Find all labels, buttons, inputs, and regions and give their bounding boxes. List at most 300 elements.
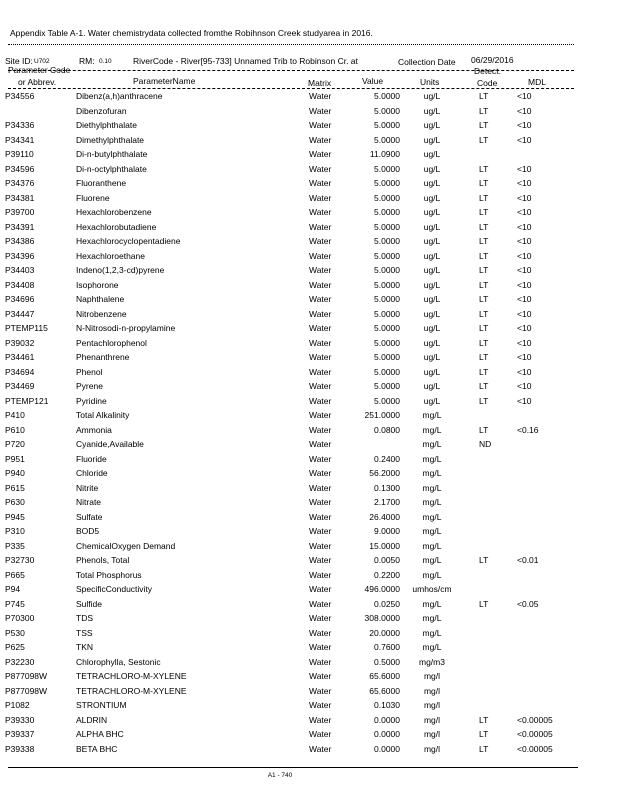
cell-matrix: Water (309, 656, 332, 667)
cell-units: ug/L (423, 178, 441, 188)
cell-matrix: Water (309, 221, 332, 232)
cell-mdl: <0.01 (517, 555, 539, 565)
cell-parameter-code: P940 (5, 468, 25, 478)
cell-matrix: Water (309, 555, 332, 565)
cell-units: mg/L (422, 511, 442, 522)
table-row (0, 118, 618, 133)
cell-value: 0.5000 (374, 656, 400, 667)
cell-detect-code: LT (479, 250, 489, 261)
cell-matrix: Water (309, 265, 332, 275)
cell-units: ug/L (423, 381, 441, 391)
cell-matrix: Water (309, 743, 332, 754)
cell-units: mg/l (423, 700, 441, 710)
cell-detect-code: LT (479, 178, 489, 188)
cell-units: mg/l (423, 743, 441, 754)
cell-value: 5.0000 (374, 120, 400, 130)
cell-detect-code: LT (479, 366, 489, 377)
cell-parameter-name: Pyrene (76, 381, 103, 391)
cell-units: ug/L (423, 163, 441, 174)
cell-parameter-name: Nitrite (76, 482, 99, 493)
cell-matrix: Water (309, 395, 332, 406)
table-row (0, 365, 618, 380)
table-row (0, 669, 618, 684)
table-row (0, 249, 618, 264)
cell-detect-code: LT (479, 105, 489, 116)
cell-matrix: Water (309, 613, 332, 623)
cell-parameter-code: P34341 (5, 134, 35, 145)
cell-units: umhos/cm (412, 584, 452, 594)
col-header-matrix: Matrix (308, 78, 332, 88)
cell-units: ug/L (423, 120, 441, 130)
cell-value: 0.0000 (374, 743, 400, 754)
cell-mdl: <10 (517, 192, 532, 203)
cell-value: 5.0000 (374, 323, 400, 333)
cell-detect-code: LT (479, 743, 489, 754)
cell-parameter-code: PTEMP115 (5, 323, 48, 333)
cell-parameter-name: Chlorophylla, Sestonic (76, 656, 161, 667)
cell-detect-code: LT (479, 381, 489, 391)
cell-value: 0.7600 (374, 642, 400, 652)
cell-matrix: Water (309, 700, 332, 710)
river-code: RiverCode - River[95-733] Unnamed Trib to Robinson Cr. at (133, 56, 358, 66)
title-divider (8, 44, 574, 45)
cell-matrix: Water (309, 163, 332, 174)
cell-value: 0.0250 (374, 598, 400, 609)
cell-parameter-name: Fluorene (76, 192, 110, 203)
cell-parameter-name: Cyanide,Available (76, 439, 144, 449)
cell-units: mg/L (422, 526, 442, 536)
cell-matrix: Water (309, 207, 332, 217)
cell-detect-code: LT (479, 714, 489, 725)
cell-mdl: <10 (517, 265, 532, 275)
table-row (0, 481, 618, 496)
cell-units: ug/L (423, 207, 441, 217)
cell-units: ug/L (423, 221, 441, 232)
cell-units: ug/L (423, 366, 441, 377)
cell-units: ug/L (423, 134, 441, 145)
document-title: Appendix Table A-1. Water chemistrydata collected fromthe Robihnson Creek studyarea in 2016. (10, 28, 373, 38)
cell-matrix: Water (309, 642, 332, 652)
cell-parameter-code: P94 (5, 584, 21, 594)
table-row (0, 611, 618, 626)
cell-value: 0.1030 (374, 700, 400, 710)
cell-parameter-name: Fluoride (76, 453, 107, 464)
table-row (0, 597, 618, 612)
cell-parameter-code: P34556 (5, 91, 35, 101)
table-row (0, 510, 618, 525)
cell-parameter-name: Hexachlorocyclopentadiene (76, 236, 181, 246)
cell-value: 5.0000 (374, 221, 400, 232)
col-header-detect-line1: Detect. (474, 66, 501, 76)
cell-parameter-code: P34694 (5, 366, 35, 377)
cell-parameter-name: Chloride (76, 468, 108, 478)
table-row (0, 89, 618, 104)
cell-value: 5.0000 (374, 308, 400, 319)
cell-parameter-name: Di-n-octylphthalate (76, 163, 147, 174)
cell-detect-code: LT (479, 192, 489, 203)
cell-detect-code: LT (479, 265, 489, 275)
cell-units: ug/L (423, 250, 441, 261)
cell-parameter-name: Dimethylphthalate (76, 134, 145, 145)
cell-parameter-code: PTEMP121 (5, 395, 49, 406)
data-table (0, 89, 618, 756)
cell-value: 65.6000 (369, 685, 400, 696)
cell-parameter-name: Total Phosphorus (76, 569, 142, 580)
cell-units: mg/L (422, 555, 442, 565)
table-row (0, 495, 618, 510)
cell-value: 11.0900 (369, 149, 400, 159)
cell-mdl: <10 (517, 134, 532, 145)
cell-units: mg/L (422, 453, 442, 464)
cell-detect-code: LT (479, 236, 489, 246)
cell-parameter-code: P34386 (5, 236, 35, 246)
cell-mdl: <10 (517, 207, 532, 217)
cell-parameter-code: P34596 (5, 163, 35, 174)
cell-parameter-name: Indeno(1,2,3-cd)pyrene (76, 265, 165, 275)
cell-matrix: Water (309, 569, 332, 580)
cell-units: ug/L (423, 105, 441, 116)
cell-matrix: Water (309, 410, 332, 420)
cell-value: 5.0000 (374, 279, 400, 290)
cell-value: 0.2400 (374, 453, 400, 464)
table-row (0, 640, 618, 655)
cell-detect-code: LT (479, 323, 489, 333)
cell-units: ug/L (423, 308, 441, 319)
cell-value: 0.1300 (374, 482, 400, 493)
cell-parameter-name: Total Alkalinity (76, 410, 130, 420)
cell-value: 5.0000 (374, 236, 400, 246)
cell-parameter-code: P630 (5, 497, 25, 507)
cell-parameter-code: P39337 (5, 729, 35, 739)
cell-parameter-name: Phenanthrene (76, 352, 130, 362)
page-number: A1 - 740 (267, 772, 293, 779)
table-row (0, 582, 618, 597)
table-row (0, 220, 618, 235)
cell-parameter-code: P530 (5, 627, 25, 638)
cell-units: ug/L (423, 236, 441, 246)
table-row (0, 147, 618, 162)
cell-matrix: Water (309, 627, 332, 638)
col-header-mdl: MDL (528, 77, 546, 87)
cell-parameter-code: P625 (5, 642, 25, 652)
cell-mdl: <10 (517, 323, 532, 333)
cell-parameter-name: TETRACHLORO-M-XYLENE (76, 685, 187, 696)
cell-mdl: <0.16 (517, 424, 539, 435)
cell-mdl: <0.05 (517, 598, 539, 609)
table-row (0, 408, 618, 423)
table-row (0, 437, 618, 452)
cell-mdl: <10 (517, 120, 532, 130)
cell-parameter-name: TDS (76, 613, 93, 623)
cell-mdl: <10 (517, 105, 532, 116)
cell-parameter-code: P34469 (5, 381, 35, 391)
cell-units: mg/L (422, 439, 442, 449)
cell-matrix: Water (309, 149, 332, 159)
cell-units: mg/L (422, 642, 442, 652)
table-row (0, 133, 618, 148)
cell-mdl: <10 (517, 236, 532, 246)
cell-value: 5.0000 (374, 192, 400, 203)
cell-parameter-code: P34403 (5, 265, 35, 275)
cell-value: 5.0000 (374, 265, 400, 275)
cell-parameter-name: Di-n-butylphthalate (76, 149, 148, 159)
cell-matrix: Water (309, 323, 332, 333)
cell-parameter-code: P39338 (5, 743, 35, 754)
cell-parameter-name: Pyridine (76, 395, 107, 406)
cell-units: mg/l (423, 671, 441, 681)
cell-mdl: <10 (517, 352, 532, 362)
cell-value: 0.0000 (374, 729, 400, 739)
cell-units: mg/l (423, 685, 441, 696)
cell-matrix: Water (309, 366, 332, 377)
cell-parameter-code: P34461 (5, 352, 35, 362)
cell-mdl: <10 (517, 337, 532, 348)
cell-parameter-code: P335 (5, 540, 25, 551)
cell-matrix: Water (309, 105, 332, 116)
cell-matrix: Water (309, 511, 332, 522)
cell-detect-code: LT (479, 294, 489, 304)
cell-detect-code: LT (479, 163, 489, 174)
cell-value: 0.0050 (374, 555, 400, 565)
cell-value: 15.0000 (369, 540, 400, 551)
cell-value: 5.0000 (374, 91, 400, 101)
cell-detect-code: LT (479, 134, 489, 145)
cell-parameter-code: P877098W (5, 685, 48, 696)
table-row (0, 568, 618, 583)
table-row (0, 698, 618, 713)
cell-units: mg/m3 (419, 656, 445, 667)
cell-parameter-code: P877098W (5, 671, 48, 681)
cell-parameter-name: TETRACHLORO-M-XYLENE (76, 671, 187, 681)
cell-value: 5.0000 (374, 294, 400, 304)
cell-detect-code: LT (479, 120, 489, 130)
table-row (0, 321, 618, 336)
cell-matrix: Water (309, 192, 332, 203)
cell-parameter-code: P39330 (5, 714, 35, 725)
cell-parameter-name: Hexachloroethane (76, 250, 145, 261)
cell-mdl: <10 (517, 178, 532, 188)
cell-units: ug/L (423, 279, 441, 290)
cell-value: 251.0000 (364, 410, 400, 420)
cell-detect-code: ND (479, 439, 492, 449)
cell-matrix: Water (309, 120, 332, 130)
cell-parameter-name: Nitrate (76, 497, 102, 507)
cell-parameter-code: P610 (5, 424, 25, 435)
cell-parameter-code: P39110 (5, 149, 34, 159)
cell-parameter-name: Sulfate (76, 511, 103, 522)
cell-detect-code: LT (479, 729, 489, 739)
cell-parameter-name: Diethylphthalate (76, 120, 137, 130)
cell-matrix: Water (309, 178, 332, 188)
cell-units: mg/L (422, 569, 442, 580)
cell-value: 9.0000 (374, 526, 400, 536)
table-row (0, 655, 618, 670)
cell-matrix: Water (309, 279, 332, 290)
cell-value: 5.0000 (374, 381, 400, 391)
cell-parameter-name: TSS (76, 627, 93, 638)
cell-matrix: Water (309, 714, 332, 725)
cell-parameter-name: Phenols, Total (76, 555, 130, 565)
cell-parameter-code: P34381 (5, 192, 35, 203)
cell-parameter-code: P34376 (5, 178, 35, 188)
cell-parameter-name: Phenol (76, 366, 103, 377)
cell-parameter-name: Hexachlorobenzene (76, 207, 152, 217)
table-row (0, 553, 618, 568)
cell-units: ug/L (423, 91, 441, 101)
table-row (0, 191, 618, 206)
cell-units: ug/L (423, 294, 441, 304)
cell-matrix: Water (309, 671, 332, 681)
cell-matrix: Water (309, 381, 332, 391)
cell-parameter-code: P32730 (5, 555, 35, 565)
cell-parameter-code: P39032 (5, 337, 35, 348)
collection-date-value: 06/29/2016 (471, 55, 514, 65)
cell-matrix: Water (309, 453, 332, 464)
cell-value: 5.0000 (374, 105, 400, 116)
cell-value: 5.0000 (374, 134, 400, 145)
cell-units: mg/L (422, 482, 442, 493)
cell-parameter-code: P1082 (5, 700, 30, 710)
table-row (0, 336, 618, 351)
cell-parameter-code: P34336 (5, 120, 35, 130)
cell-mdl: <10 (517, 221, 532, 232)
cell-value: 5.0000 (374, 207, 400, 217)
table-row (0, 742, 618, 757)
cell-value: 308.0000 (364, 613, 400, 623)
cell-parameter-name: N-Nitrosodi-n-propylamine (76, 323, 176, 333)
cell-parameter-code: P720 (5, 439, 25, 449)
cell-detect-code: LT (479, 207, 489, 217)
cell-matrix: Water (309, 294, 332, 304)
cell-detect-code: LT (479, 598, 489, 609)
cell-matrix: Water (309, 584, 332, 594)
cell-value: 5.0000 (374, 337, 400, 348)
cell-parameter-name: Dibenz(a,h)anthracene (76, 91, 163, 101)
rm-label: RM: (79, 56, 95, 66)
cell-parameter-code: P310 (5, 526, 25, 536)
cell-matrix: Water (309, 337, 332, 348)
cell-parameter-name: ALDRIN (76, 714, 108, 725)
cell-units: ug/L (423, 323, 441, 333)
table-row (0, 263, 618, 278)
cell-units: ug/L (423, 192, 441, 203)
site-id-label: Site ID: (5, 56, 33, 66)
cell-units: mg/L (422, 424, 442, 435)
cell-detect-code: LT (479, 91, 489, 101)
table-row (0, 104, 618, 119)
cell-parameter-name: Pentachlorophenol (76, 337, 147, 348)
cell-matrix: Water (309, 685, 332, 696)
cell-value: 0.0800 (374, 424, 400, 435)
cell-parameter-name: Dibenzofuran (76, 105, 127, 116)
cell-parameter-code: P34408 (5, 279, 35, 290)
table-row (0, 452, 618, 467)
cell-matrix: Water (309, 729, 332, 739)
cell-value: 26.4000 (369, 511, 400, 522)
cell-mdl: <10 (517, 250, 532, 261)
cell-parameter-name: Fluoranthene (76, 178, 127, 188)
table-row (0, 539, 618, 554)
rm-value: 0.10 (99, 58, 112, 65)
cell-value: 20.0000 (369, 627, 400, 638)
cell-matrix: Water (309, 250, 332, 261)
cell-value: 0.2200 (374, 569, 400, 580)
cell-units: mg/L (422, 613, 442, 623)
cell-units: mg/l (423, 729, 441, 739)
cell-parameter-code: P951 (5, 453, 25, 464)
cell-parameter-code: P945 (5, 511, 25, 522)
cell-mdl: <0.00005 (517, 729, 553, 739)
cell-parameter-name: TKN (76, 642, 93, 652)
cell-parameter-name: Isophorone (76, 279, 119, 290)
cell-detect-code: LT (479, 424, 489, 435)
cell-units: ug/L (423, 265, 441, 275)
table-row (0, 379, 618, 394)
cell-parameter-code: P615 (5, 482, 25, 493)
footer-divider (8, 767, 578, 768)
cell-mdl: <10 (517, 308, 532, 319)
table-row (0, 234, 618, 249)
cell-value: 5.0000 (374, 366, 400, 377)
site-id-value: U702 (34, 58, 50, 65)
collection-date-label: Collection Date (398, 57, 456, 67)
cell-units: mg/l (423, 714, 441, 725)
cell-units: ug/L (423, 395, 441, 406)
table-row (0, 278, 618, 293)
col-header-code-line2: or Abbrev. (18, 77, 57, 87)
cell-mdl: <10 (517, 381, 532, 391)
table-row (0, 307, 618, 322)
table-row (0, 684, 618, 699)
cell-value: 5.0000 (374, 352, 400, 362)
cell-parameter-code: P410 (5, 410, 25, 420)
table-row (0, 626, 618, 641)
cell-mdl: <10 (517, 163, 532, 174)
cell-detect-code: LT (479, 221, 489, 232)
cell-mdl: <10 (517, 91, 532, 101)
cell-value: 0.0000 (374, 714, 400, 725)
cell-parameter-name: Nitrobenzene (76, 308, 127, 319)
cell-parameter-name: STRONTIUM (76, 700, 127, 710)
cell-parameter-code: P745 (5, 598, 25, 609)
cell-mdl: <10 (517, 366, 532, 377)
cell-units: mg/L (422, 410, 442, 420)
cell-detect-code: LT (479, 555, 489, 565)
cell-parameter-code: P32230 (5, 656, 35, 667)
cell-units: ug/L (423, 149, 441, 159)
cell-parameter-name: ChemicalOxygen Demand (76, 540, 176, 551)
cell-matrix: Water (309, 424, 332, 435)
cell-value: 2.1700 (374, 497, 400, 507)
cell-parameter-code: P34391 (5, 221, 35, 232)
cell-value: 56.2000 (369, 468, 400, 478)
cell-parameter-code: P70300 (5, 613, 35, 623)
cell-value: 65.6000 (369, 671, 400, 681)
cell-parameter-name: SpecificConductivity (76, 584, 153, 594)
cell-mdl: <0.00005 (517, 714, 553, 725)
cell-detect-code: LT (479, 395, 489, 406)
cell-units: ug/L (423, 337, 441, 348)
cell-parameter-code: P665 (5, 569, 25, 580)
cell-matrix: Water (309, 134, 332, 145)
col-header-detect-line2: Code (477, 78, 498, 88)
cell-matrix: Water (309, 236, 332, 246)
cell-mdl: <0.00005 (517, 743, 553, 754)
cell-matrix: Water (309, 439, 332, 449)
col-header-value: Value (362, 76, 384, 86)
cell-matrix: Water (309, 598, 332, 609)
cell-matrix: Water (309, 526, 332, 536)
